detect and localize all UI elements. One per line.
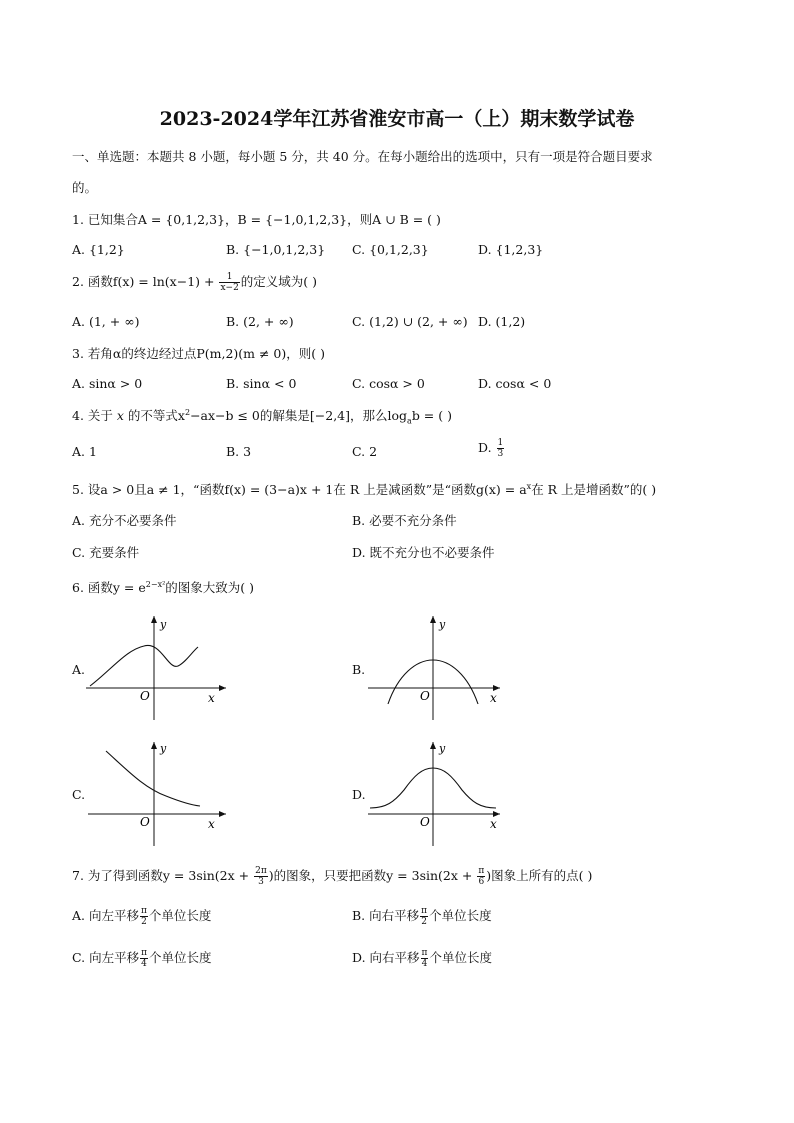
graph-a-x-arrow xyxy=(219,685,226,691)
q4-option-d-fraction xyxy=(497,438,505,459)
section-heading: 一、单选题：本题共 8 小题，每小题 5 分，共 40 分。在每小题给出的选项中，只有一项是符合题目要求 xyxy=(72,149,653,164)
question-7-stem xyxy=(72,866,592,887)
graph-d-y-arrow xyxy=(430,742,436,749)
q2-stem-pre: 2. 函数f(x) = ln(x−1) + xyxy=(72,274,219,289)
q4-d-num: 1 xyxy=(497,438,504,448)
q2-frac-num: 1 xyxy=(219,272,239,283)
graph-b-y-label: y xyxy=(439,618,446,631)
q5-option-a: A. 充分不必要条件 xyxy=(72,513,177,528)
q2-fraction xyxy=(219,272,239,293)
q7-option-c xyxy=(72,948,212,969)
q5-exponent: x xyxy=(526,481,532,491)
graph-a-x-label: x xyxy=(208,691,215,705)
graph-d xyxy=(366,736,516,848)
q7-option-d xyxy=(352,948,492,969)
q7-a-pre: A. 向左平移 xyxy=(72,908,139,923)
q3-option-d: D. cosα < 0 xyxy=(478,376,552,391)
q4-exponent: 2 xyxy=(184,407,191,417)
graph-a-y-label: y xyxy=(160,618,167,631)
q7-c-post: 个单位长度 xyxy=(149,950,212,965)
question-1-stem: 1. 已知集合A = {0,1,2,3}，B = {−1,0,1,2,3}，则A ∪ B = ( ) xyxy=(72,212,441,227)
question-5-stem xyxy=(72,480,656,498)
graph-b-label: B. xyxy=(352,662,366,677)
graph-b-x-label: x xyxy=(490,691,497,705)
q4-option-d-label: D. xyxy=(478,440,496,455)
q7-c-den: 4 xyxy=(141,959,147,969)
q4-stem-post: −ax−b ≤ 0的解集是[−2,4]，那么log xyxy=(190,408,408,423)
q4-var: x xyxy=(116,408,124,423)
q3-option-c: C. cosα > 0 xyxy=(352,376,425,391)
q7-d-pre: D. 向右平移 xyxy=(352,950,420,965)
graph-c xyxy=(86,736,236,848)
q7-c-pre: C. 向左平移 xyxy=(72,950,140,965)
q7-a-post: 个单位长度 xyxy=(148,908,212,923)
graph-c-x-arrow xyxy=(219,811,226,817)
graph-c-y-arrow xyxy=(151,742,157,749)
graph-b xyxy=(366,610,516,725)
q2-option-c: C. (1,2) ∪ (2, + ∞) xyxy=(352,314,468,329)
q7-a-fraction xyxy=(140,906,148,927)
q7-c-fraction xyxy=(140,948,148,969)
graph-c-curve xyxy=(106,751,200,806)
q4-option-c: C. 2 xyxy=(352,444,378,459)
q4-stem-pre: 4. 关于 xyxy=(72,408,117,423)
q5-option-d: D. 既不充分也不必要条件 xyxy=(352,545,495,560)
graph-a-curve xyxy=(90,645,198,686)
q4-stem-end: b = ( ) xyxy=(411,408,452,423)
graph-a xyxy=(86,610,236,725)
q7-option-a xyxy=(72,906,211,927)
q4-log-base: a xyxy=(407,416,412,426)
graph-a-y-arrow xyxy=(151,616,157,623)
q6-stem-pre: 6. 函数y = e xyxy=(72,580,146,595)
q4-stem-mid: 的不等式x xyxy=(123,408,185,423)
question-4-stem xyxy=(72,406,452,426)
graph-b-y-arrow xyxy=(430,616,436,623)
graph-b-origin: O xyxy=(420,689,430,703)
q7-a-den: 2 xyxy=(141,917,147,927)
q2-option-d: D. (1,2) xyxy=(478,314,526,329)
q4-d-den: 3 xyxy=(497,449,504,459)
page-title: 2023-2024学年江苏省淮安市高一（上）期末数学试卷 xyxy=(159,108,635,130)
q2-frac-den: x−2 xyxy=(220,283,239,293)
graph-c-y-label: y xyxy=(160,742,167,755)
q7-d-num: π xyxy=(421,948,428,958)
q7-c-num: π xyxy=(141,948,147,958)
q5-stem-main: 5. 设a > 0且a ≠ 1，“函数f(x) = (3−a)x + 1在 R 上是减函数”是“函数g(x) = a xyxy=(72,482,527,497)
question-3-stem: 3. 若角α的终边经过点P(m,2)(m ≠ 0)，则( ) xyxy=(72,346,325,361)
question-6-stem xyxy=(72,578,254,596)
q5-option-b: B. 必要不充分条件 xyxy=(352,513,457,528)
q4-option-a: A. 1 xyxy=(72,444,97,459)
q7-option-b xyxy=(352,906,492,927)
q5-option-c: C. 充要条件 xyxy=(72,545,140,560)
q5-stem-end: 在 R 上是增函数”的( ) xyxy=(531,482,657,497)
q4-option-b: B. 3 xyxy=(226,444,252,459)
q1-option-c: C. {0,1,2,3} xyxy=(352,242,429,257)
q7-f2-den: 6 xyxy=(478,877,485,887)
q6-stem-post: 的图象大致为( ) xyxy=(165,580,255,595)
graph-d-origin: O xyxy=(420,815,430,829)
q7-b-pre: B. 向右平移 xyxy=(352,908,420,923)
graph-c-label: C. xyxy=(72,787,86,802)
q7-d-post: 个单位长度 xyxy=(429,950,492,965)
q7-f1-den: 3 xyxy=(258,877,264,887)
q7-stem-mid: )的图象，只要把函数y = 3sin(2x + xyxy=(268,868,477,883)
q7-a-num: π xyxy=(140,906,147,916)
q7-b-fraction xyxy=(420,906,428,927)
q7-stem-pre: 7. 为了得到函数y = 3sin(2x + xyxy=(72,868,254,883)
graph-c-origin: O xyxy=(140,815,150,829)
q2-option-b: B. (2, + ∞) xyxy=(226,314,294,329)
q7-d-den: 4 xyxy=(421,959,428,969)
q1-option-d: D. {1,2,3} xyxy=(478,242,544,257)
q7-f2-num: π xyxy=(478,866,485,876)
q7-b-post: 个单位长度 xyxy=(429,908,492,923)
graph-a-origin: O xyxy=(140,689,150,703)
graph-a-label: A. xyxy=(72,662,86,677)
q1-option-a: A. {1,2} xyxy=(72,242,125,257)
q1-option-b: B. {−1,0,1,2,3} xyxy=(226,242,326,257)
q7-d-fraction xyxy=(421,948,429,969)
q2-stem-post: 的定义域为( ) xyxy=(240,274,318,289)
q2-option-a: A. (1, + ∞) xyxy=(72,314,140,329)
q7-b-num: π xyxy=(421,906,428,916)
q7-stem-post: )图象上所有的点( ) xyxy=(486,868,593,883)
q7-fraction-2 xyxy=(477,866,485,887)
question-2-stem xyxy=(72,272,317,293)
graph-d-y-label: y xyxy=(439,742,446,755)
q4-option-d xyxy=(478,438,505,459)
q3-option-a: A. sinα > 0 xyxy=(72,376,143,391)
q7-b-den: 2 xyxy=(421,917,427,927)
q7-fraction-1 xyxy=(254,866,268,887)
graph-d-x-label: x xyxy=(490,817,497,831)
graph-c-x-label: x xyxy=(208,817,215,831)
graph-d-label: D. xyxy=(352,787,366,802)
q6-exponent: 2−x² xyxy=(145,579,166,589)
q7-f1-num: 2π xyxy=(255,866,267,876)
q3-option-b: B. sinα < 0 xyxy=(226,376,297,391)
section-heading-cont: 的。 xyxy=(72,180,98,195)
